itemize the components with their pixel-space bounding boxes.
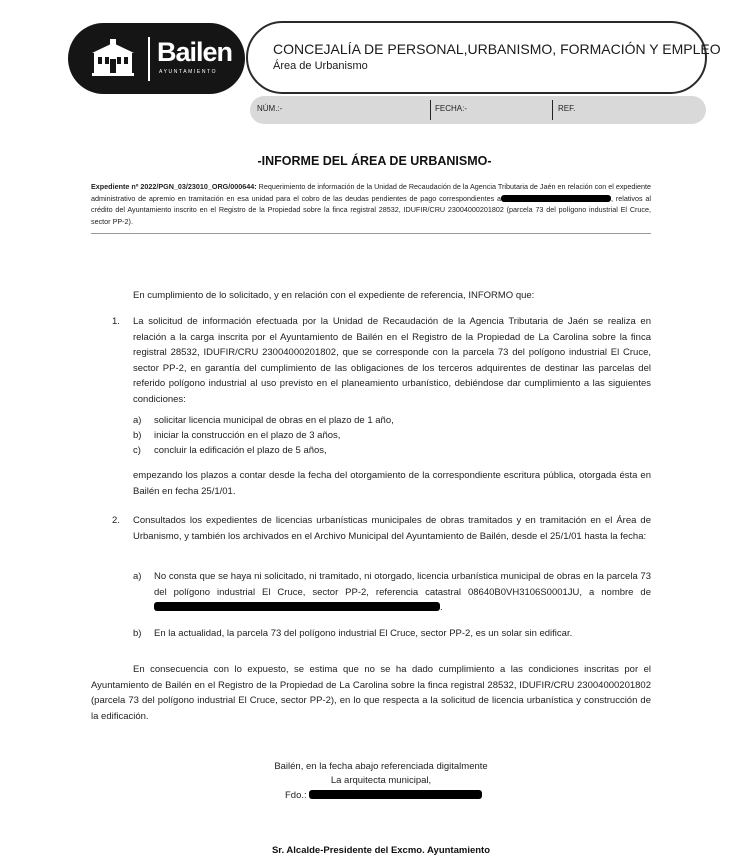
item-number: 2. — [112, 515, 120, 526]
town-hall-crest-icon — [90, 39, 136, 79]
condition-letter: a) — [133, 415, 142, 426]
signature-fdo: Fdo.: — [285, 790, 307, 801]
expediente-block — [91, 181, 651, 227]
document-title: -INFORME DEL ÁREA DE URBANISMO- — [257, 154, 492, 168]
logo-subtitle: AYUNTAMIENTO — [159, 69, 218, 75]
redacted-signature — [309, 790, 482, 799]
reference-bar — [250, 96, 706, 124]
condition-b: iniciar la construcción en el plazo de 3 años, — [154, 430, 341, 441]
item-2a-body: No consta que se haya ni solicitado, ni tramitado, ni otorgado, licencia urbanística municipal de obras en la parcela 73 del polígono industrial El Cruce, sector PP-2, referencia catastral 08640B0VH3106S0001JU, a nombre de — [154, 571, 651, 598]
intro-paragraph: En cumplimiento de lo solicitado, y en relación con el expediente de referencia, INFORMO que: — [133, 290, 535, 301]
condition-letter: c) — [133, 445, 141, 456]
department-area: Área de Urbanismo — [273, 60, 368, 72]
item-2b-text: En la actualidad, la parcela 73 del polígono industrial El Cruce, sector PP-2, es un solar sin edificar. — [154, 628, 573, 639]
condition-a: solicitar licencia municipal de obras en el plazo de 1 año, — [154, 415, 394, 426]
department-box — [246, 21, 707, 94]
signature-role: La arquitecta municipal, — [330, 775, 432, 786]
subitem-letter: b) — [133, 628, 142, 639]
item-2a-text: No consta que se haya ni solicitado, ni tramitado, ni otorgado, licencia urbanística municipal de obras en la parcela 73 del polígono industrial El Cruce, sector PP-2, referencia catastral 08640B0VH3106S0001JU, a nombre de . — [154, 571, 651, 613]
expediente-label: Expediente nº 2022/PGN_03/23010_ORG/000644: — [91, 182, 257, 191]
logo — [68, 23, 245, 94]
ref-field: REF. — [558, 104, 576, 113]
ref-divider — [430, 100, 431, 120]
ref-divider — [552, 100, 553, 120]
item-2-text: Consultados los expedientes de licencias urbanísticas municipales de obras tramitados y en tramitación en el Área de Urbanismo, y también los archivados en el Archivo Municipal del Ayuntamiento de Bailén, desde el 25/1/01 hasta la fecha: — [133, 515, 651, 542]
conclusion-paragraph: En consecuencia con lo expuesto, se estima que no se ha dado cumplimiento a las condiciones inscritas por el Ayuntamiento de Bailén en el Registro de la Propiedad de La Carolina sobre la finca registral 28532, IDUFIR/CRU 23004000201802 (parcela 73 del polígono industrial El Cruce, sector PP-2), en lo que respecta a la solicitud de licencia urbanística y construcción de la edificación. — [91, 664, 651, 722]
divider-line — [91, 233, 651, 234]
fecha-field: FECHA:- — [435, 104, 467, 113]
condition-c: concluir la edificación el plazo de 5 años, — [154, 445, 327, 456]
expediente-text-cont: , relativos al crédito del Ayuntamiento inscrito en el Registro de la Propiedad sobre la finca registral 28532, IDUFIR/CRU 23004000201802 (parcela 73 del polígono industrial El Cruce, sector PP-2). — [91, 193, 651, 226]
addressee: Sr. Alcalde-Presidente del Excmo. Ayuntamiento — [271, 845, 491, 856]
redacted-name — [501, 195, 611, 202]
expediente-text: Requerimiento de información de la Unidad de Recaudación de la Agencia Tributaria de Jaén en relación con el expediente administrativo de apremio en tramitación en esa unidad para el cobro de las deudas pendientes de pago correspondientes a — [91, 182, 652, 203]
condition-letter: b) — [133, 430, 142, 441]
department-title: CONCEJALÍA DE PERSONAL,URBANISMO, FORMACIÓN Y EMPLEO — [273, 41, 721, 57]
item-1-text: La solicitud de información efectuada por la Unidad de Recaudación de la Agencia Tributaria de Jaén se realiza en relación a la carga inscrita por el Ayuntamiento de Bailén en el Registro de la Propiedad de La Carolina sobre la finca registral 28532, IDUFIR/CRU 23004000201802, que se corresponde con la parcela 73 del polígono industrial El Cruce, sector PP-2, en garantía del cumplimiento de las obligaciones de los terceros adquirentes de destinar las parcelas del referido polígono industrial al uso previsto en el planeamiento urbanístico, debiéndose dar cumplimiento a las siguientes condiciones: — [133, 316, 651, 405]
signature-line — [285, 788, 482, 804]
redacted-name — [154, 602, 440, 611]
item-1-after: empezando los plazos a contar desde la fecha del otorgamiento de la correspondiente escritura pública, otorgada ésta en Bailén en fecha 25/1/01. — [133, 470, 651, 497]
logo-name: Bailen — [157, 37, 233, 67]
item-number: 1. — [112, 316, 120, 327]
signature-place: Bailén, en la fecha abajo referenciada digitalmente — [274, 761, 488, 772]
subitem-letter: a) — [133, 571, 142, 582]
logo-separator — [148, 37, 150, 81]
num-field: NÚM.:- — [257, 104, 283, 113]
